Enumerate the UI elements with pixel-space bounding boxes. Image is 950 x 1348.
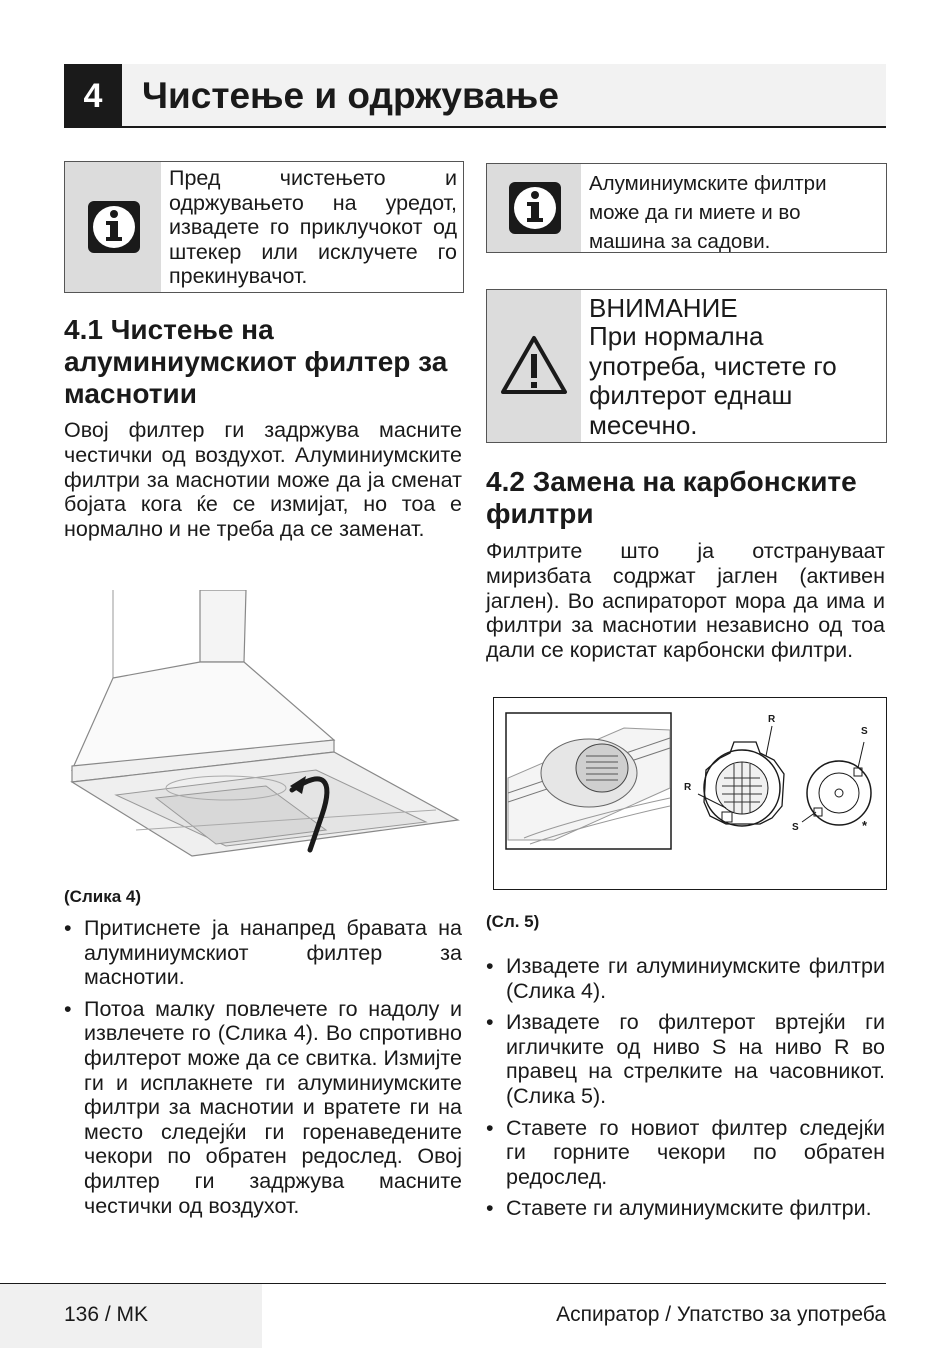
section-4-2-steps (486, 954, 885, 1228)
note-icon-panel (487, 164, 581, 252)
warning-icon-panel (487, 290, 581, 442)
figure-5-label-r-left: R (684, 782, 692, 793)
note-box-unplug (64, 161, 464, 293)
warning-triangle-icon (499, 334, 569, 396)
figure-5-label-asterisk: * (862, 818, 868, 833)
step-item: • Притиснете ја нанапред бравата на алуминиумскиот филтер за маснотии. (64, 916, 462, 990)
section-4-2-heading: 4.2 Замена на карбонските филтри (486, 466, 857, 529)
info-icon (507, 180, 563, 236)
note-text-unplug: Пред чистењето и одржувањето на уредот, извадете го приклучокот од штекер или исклучете го прекинувачот. (169, 166, 457, 288)
note-box-dishwasher (486, 163, 887, 253)
footer-divider (0, 1283, 886, 1284)
footer-page-number: 136 / MK (64, 1303, 149, 1326)
section-4-1-steps (64, 916, 462, 1225)
step-item: • Извадете го филтерот вртејќи ги игличките од ниво S на ниво R во правец на стрелките на часовникот. (Слика 5). (486, 1010, 885, 1108)
note-text-dishwasher: Алуминиумските филтри може да ги миете и во машина за садови. (589, 172, 827, 253)
warning-title: ВНИМАНИЕ (589, 293, 738, 323)
step-item: • Потоа малку повлечете го надолу и извлечете го (Слика 4). Во спротивно филтерот може да се свитка. Измијте ги и исплакнете ги алуминиумските филтри за маснотии и вратете ги на место следејќи ги горенаведените чекори по обратен редослед. Овој филтер ги задржува масните честички од воздухот. (64, 997, 462, 1218)
step-item: • Ставете го новиот филтер следејќи ги горните чекори по обратен редослед. (486, 1116, 885, 1190)
section-4-2-paragraph: Филтрите што ја отстрануваат миризбата содржат јаглен (активен јаглен). Во аспираторот мора да има и филтри за маснотии независно од тоа дали се користат карбонски филтри. (486, 539, 885, 663)
step-item: • Ставете ги алуминиумските филтри. (486, 1196, 885, 1221)
figure-5-label-r-top: R (768, 714, 776, 725)
info-icon (86, 199, 142, 255)
warning-box (486, 289, 887, 443)
warning-text: При нормална употреба, чистете го филтерот еднаш месечно. (589, 321, 837, 440)
note-icon-panel (65, 162, 161, 292)
figure-4-caption: (Слика 4) (64, 887, 141, 906)
step-item: • Извадете ги алуминиумските филтри (Слика 4). (486, 954, 885, 1003)
figure-5-frame (493, 697, 887, 890)
chapter-number: 4 (64, 64, 122, 128)
figure-5-label-s-top: S (861, 726, 868, 737)
figure-4-hood-illustration (66, 590, 466, 870)
figure-5-label-s-bottom: S (792, 822, 799, 833)
figure-5-illustration (494, 698, 884, 888)
section-4-1-heading: 4.1 Чистење на алуминиумскиот филтер за маснотии (64, 314, 448, 409)
chapter-title: Чистење и одржување (142, 75, 559, 116)
figure-5-caption: (Сл. 5) (486, 912, 540, 931)
section-4-1-paragraph: Овој филтер ги задржува масните честички од воздухот. Алуминиумските филтри за маснотии може да ја сменат бојата кога ќе се измијат, но тоа е нормално и не треба да се заменат. (64, 418, 462, 542)
footer-document-title: Аспиратор / Упатство за употреба (556, 1303, 886, 1326)
